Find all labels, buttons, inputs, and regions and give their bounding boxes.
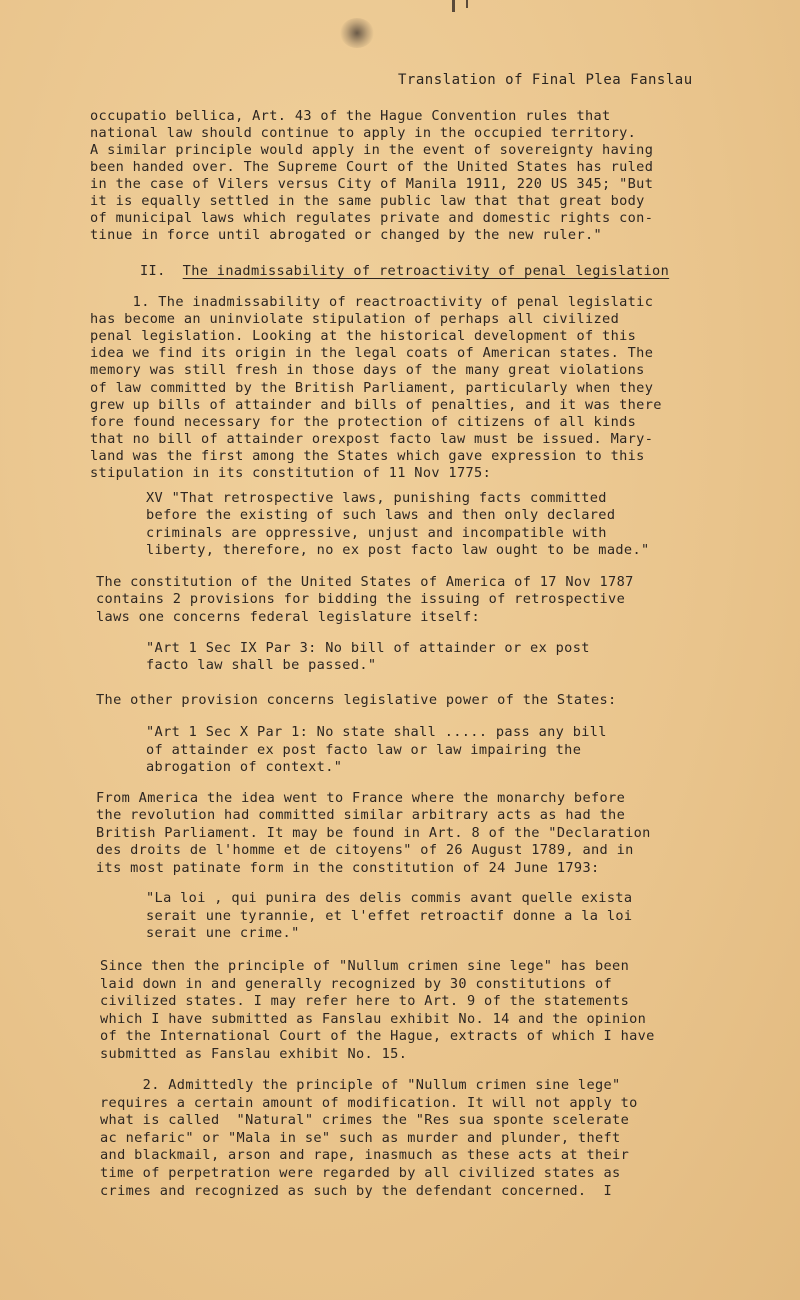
text-line: what is called "Natural" crimes the "Res sua sponte scelerate [100, 1112, 630, 1129]
text-line: serait une tyrannie, et l'effet retroactif donne a la loi [146, 907, 633, 924]
text-line: British Parliament. It may be found in Art. 8 of the "Declaration [96, 824, 651, 841]
paper-mark [466, 0, 468, 8]
text-line: criminals are oppressive, unjust and incompatible with [146, 524, 607, 541]
text-line: national law should continue to apply in the occupied territory. [90, 125, 637, 141]
text-line: ac nefaric" or "Mala in se" such as murder and plunder, theft [100, 1129, 621, 1146]
text-line: of law committed by the British Parliament, particularly when they [90, 379, 654, 396]
text-line: been handed over. The Supreme Court of the United States has ruled [90, 159, 654, 175]
text-line: Since then the principle of "Nullum crimen sine lege" has been [100, 958, 630, 974]
text-line: XV "That retrospective laws, punishing facts committed [146, 490, 607, 506]
text-line: of the International Court of the Hague, extracts of which I have [100, 1028, 655, 1045]
text-line: A similar principle would apply in the event of sovereignty having [90, 142, 654, 158]
text-line: 2. Admittedly the principle of "Nullum crimen sine lege" [100, 1077, 621, 1093]
text-line: crimes and recognized as such by the defendant concerned. I [100, 1182, 613, 1199]
text-line: The constitution of the United States of America of 17 Nov 1787 [96, 574, 634, 590]
text-line: tinue in force until abrogated or changed by the new ruler." [90, 227, 603, 243]
text-line: that no bill of attainder orexpost facto law must be issued. Mary- [90, 430, 654, 447]
text-line: grew up bills of attainder and bills of penalties, and it was there [90, 396, 662, 413]
text-line: occupatio bellica, Art. 43 of the Hague Convention rules that [90, 108, 611, 124]
text-line: contains 2 provisions for bidding the issuing of retrospective [96, 591, 626, 608]
text-line: civilized states. I may refer here to Art. 9 of the statements [100, 993, 630, 1010]
text-line: it is equally settled in the same public law that that great body [90, 193, 645, 209]
page-header: Translation of Final Plea Fanslau [398, 72, 693, 88]
text-line: which I have submitted as Fanslau exhibit No. 14 and the opinion [100, 1010, 647, 1027]
text-line: idea we find its origin in the legal coats of American states. The [90, 345, 654, 362]
text-line: memory was still fresh in those days of the many great violations [90, 362, 645, 379]
text-line: submitted as Fanslau exhibit No. 15. [100, 1046, 408, 1062]
text-line: requires a certain amount of modification. It will not apply to [100, 1094, 638, 1111]
text-line: its most patinate form in the constitution of 24 June 1793: [96, 859, 600, 876]
text-line: facto law shall be passed." [146, 657, 377, 674]
text-line: From America the idea went to France where the monarchy before [96, 790, 626, 806]
text-line: 1. The inadmissability of reactroactivity of penal legislatic [90, 294, 654, 310]
text-line: laws one concerns federal legislature itself: [96, 608, 481, 625]
text-line: liberty, therefore, no ex post facto law ought to be made." [146, 541, 650, 558]
text-line: stipulation in its constitution of 11 Nov 1775: [90, 465, 492, 481]
text-line: the revolution had committed similar arbitrary acts as had the [96, 807, 626, 824]
text-line: des droits de l'homme et de citoyens" of 26 August 1789, and in [96, 842, 634, 859]
ink-stain [340, 18, 374, 48]
text-line: of municipal laws which regulates private and domestic rights con- [90, 210, 654, 226]
text-line: before the existing of such laws and then only declared [146, 507, 616, 524]
text-line: penal legislation. Looking at the historical development of this [90, 328, 637, 345]
text-line: of attainder ex post facto law or law impairing the [146, 741, 582, 758]
text-line: "Art 1 Sec IX Par 3: No bill of attainder or ex post [146, 640, 590, 656]
paper-mark [452, 0, 455, 12]
text-line: serait une crime." [146, 925, 300, 942]
text-line: land was the first among the States which gave expression to this [90, 447, 645, 464]
text-line: abrogation of context." [146, 759, 343, 776]
text-line: fore found necessary for the protection of citizens of all kinds [90, 413, 637, 430]
text-line: and blackmail, arson and rape, inasmuch as these acts at their [100, 1147, 630, 1164]
section-heading: II. The inadmissability of retroactivity of penal legislation [140, 263, 670, 279]
text-line: The other provision concerns legislative power of the States: [96, 692, 617, 708]
text-line: "Art 1 Sec X Par 1: No state shall ..... pass any bill [146, 724, 607, 740]
text-line: in the case of Vilers versus City of Manila 1911, 220 US 345; "But [90, 176, 654, 192]
text-line: laid down in and generally recognized by 30 constitutions of [100, 975, 613, 992]
text-line: has become an uninviolate stipulation of perhaps all civilized [90, 311, 620, 328]
text-line: time of perpetration were regarded by all civilized states as [100, 1165, 621, 1181]
text-line: "La loi , qui punira des delis commis avant quelle exista [146, 890, 633, 906]
